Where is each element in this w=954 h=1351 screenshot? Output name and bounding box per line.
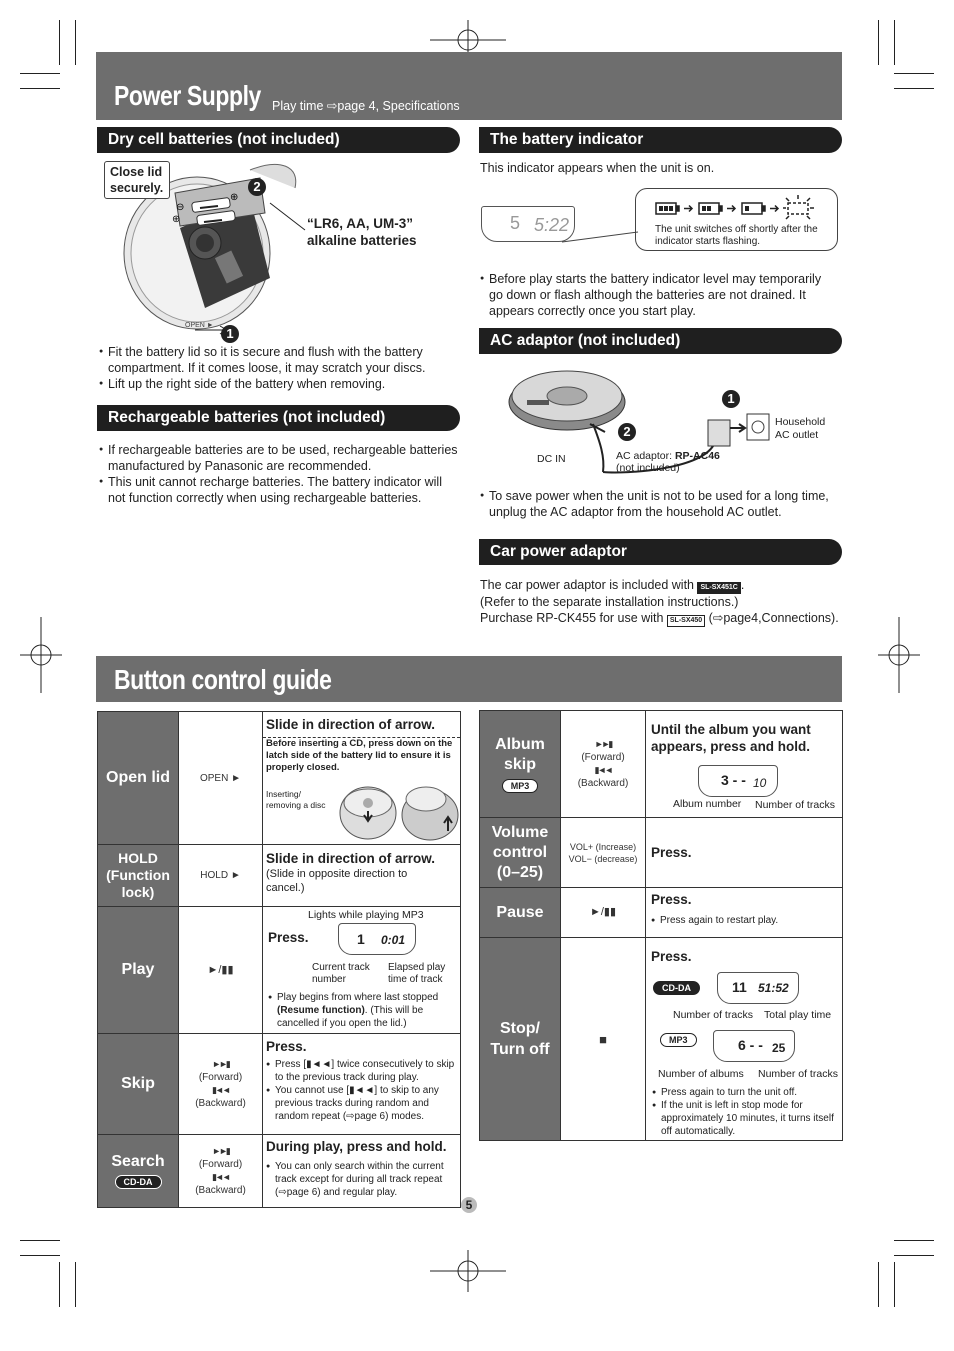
registration-mark-right	[878, 617, 920, 693]
pause-heading: Press.	[651, 892, 692, 907]
registration-mark-left	[20, 617, 62, 693]
skip-description	[266, 1038, 458, 1123]
stop-mp3-badge: MP3	[660, 1033, 697, 1047]
household-line-2: AC outlet	[775, 429, 819, 441]
car-line1-prefix: The car power adaptor is included with	[480, 578, 698, 592]
play-lights-note: Lights while playing MP3	[308, 909, 424, 921]
ac-adaptor-notes	[480, 488, 835, 520]
adaptor-not-included: (not included)	[616, 462, 680, 474]
play-note	[268, 991, 463, 1030]
search-backward-label: (Backward)	[195, 1185, 246, 1196]
row-label-stop	[480, 938, 560, 1140]
car-line3-prefix: Purchase RP-CK455 for use with	[480, 611, 667, 625]
dry-cell-header: Dry cell batteries (not included)	[97, 127, 460, 153]
stop-cdda-lcd-display	[717, 972, 799, 1004]
open-label: OPEN ►	[185, 322, 214, 329]
play-description	[266, 907, 458, 1029]
callout-line-1: Close lid	[110, 165, 163, 179]
play-time-reference	[272, 98, 460, 113]
power-supply-banner	[96, 52, 842, 120]
search-backward-button[interactable]: ▮◄◄	[212, 1172, 229, 1182]
volume-up-button[interactable]: VOL+ (Increase)	[569, 841, 637, 852]
step-2-number: 2	[253, 179, 261, 194]
stop-note-2: ● If the unit is left in stop mode for approximately 10 minutes, it turns itself off automatically.	[652, 1099, 838, 1138]
hold-heading: Slide in direction of arrow.	[266, 851, 436, 866]
album-description	[651, 721, 841, 811]
elapsed-time-caption	[388, 962, 445, 986]
open-description	[266, 716, 458, 811]
album-heading: Until the album you want appears, press and hold.	[651, 722, 811, 754]
ac-adaptor-header: AC adaptor (not included)	[479, 328, 842, 354]
battery-indicator-callout	[635, 188, 838, 251]
play-label: Play	[121, 961, 155, 978]
skip-forward-label: (Forward)	[198, 1072, 243, 1083]
close-lid-callout	[104, 161, 170, 199]
lcd-time: 5:22	[534, 215, 570, 235]
pause-button-cell	[561, 888, 645, 937]
play-pause-button[interactable]: ►/▮▮	[207, 963, 234, 976]
rechargeable-note-1: ● If rechargeable batteries are to be used, rechargeable batteries manufactured by Panasonic are recommended.	[99, 442, 459, 474]
ac-adaptor-model-label	[616, 450, 720, 474]
battery-type-label	[307, 215, 417, 249]
stop-button[interactable]: ■	[599, 1031, 607, 1047]
mp3-badge: MP3	[502, 779, 539, 793]
skip-note-1: ● Press [▮◄◄] twice consecutively to skip to the previous track during play.	[266, 1058, 458, 1084]
play-heading: Press.	[268, 930, 309, 945]
page-arrow-icon: ⇨	[712, 611, 724, 625]
car-adaptor-line-2: (Refer to the separate installation instructions.)	[480, 595, 739, 609]
search-heading: During play, press and hold.	[266, 1139, 447, 1154]
open-heading: Slide in direction of arrow.	[266, 717, 436, 732]
album-label-2: skip	[503, 756, 536, 773]
pause-description	[651, 891, 841, 927]
ac-step-2-marker	[618, 423, 636, 441]
skip-heading: Press.	[266, 1039, 307, 1054]
volume-label-3: (0–25)	[496, 863, 544, 881]
hold-sub: (Slide in opposite direction to cancel.)	[266, 868, 408, 894]
row-label-volume	[480, 818, 560, 887]
button-guide-title: Button control guide	[114, 664, 332, 695]
current-track-caption-2: number	[312, 974, 346, 985]
stop-mp3-caption-tracks: Number of tracks	[758, 1068, 838, 1080]
play-button-cell	[179, 907, 262, 1033]
ac-step-2-number: 2	[623, 424, 631, 439]
car-adaptor-line-3	[480, 610, 852, 627]
battery-indicator-header: The battery indicator	[479, 127, 842, 153]
album-button-cell	[561, 711, 645, 817]
step-1-number: 1	[226, 326, 234, 341]
stop-mp3-lcd-display	[713, 1030, 795, 1062]
stop-mp3-lcd-tracks: 25	[772, 1041, 786, 1055]
car-line1-suffix: .	[740, 578, 745, 592]
ref-suffix: page 4, Specifications	[337, 99, 460, 113]
skip-note-2: ● You cannot use [▮◄◄] to skip to any previous tracks during random and random repeat (⇨page 6) modes.	[266, 1084, 458, 1123]
search-button-cell	[179, 1135, 262, 1207]
row-label-skip	[98, 1034, 178, 1134]
resume-function-label: (Resume function)	[277, 1005, 365, 1016]
play-note-2: . (This will be cancelled if you open the lid.)	[277, 1005, 424, 1029]
inserting-caption-2: removing a disc	[266, 800, 326, 810]
svg-text:⊕: ⊕	[230, 192, 239, 203]
registration-mark-bottom	[430, 1250, 506, 1292]
dry-cell-notes	[99, 344, 449, 392]
album-forward-label: (Forward)	[581, 752, 625, 763]
battery-level-icons	[652, 195, 832, 223]
svg-text:⊕: ⊕	[172, 214, 181, 225]
cd-da-badge: CD-DA	[115, 1175, 162, 1189]
search-forward-label: (Forward)	[198, 1159, 243, 1170]
search-note: ● You can only search within the current track except for during all track repeat (⇨page 6) and regular play.	[266, 1160, 458, 1199]
search-label: Search	[111, 1153, 165, 1170]
car-line3-suffix: page4,Connections).	[723, 611, 839, 625]
row-label-open-lid	[98, 712, 178, 844]
open-note: Before inserting a CD, press down on the latch side of the battery lid to ensure it is properly closed.	[266, 738, 453, 773]
household-line-1: Household	[775, 416, 826, 428]
row-label-hold	[98, 845, 178, 906]
volume-description	[651, 844, 841, 861]
album-backward-label: (Backward)	[577, 778, 629, 789]
album-lcd-number: 3 - -	[721, 772, 746, 788]
search-forward-button[interactable]: ►►▮	[212, 1146, 229, 1156]
dry-cell-note-2: ● Lift up the right side of the battery when removing.	[99, 376, 449, 392]
rechargeable-header: Rechargeable batteries (not included)	[97, 405, 460, 431]
disc-insert-illustration	[338, 781, 460, 843]
stop-description	[651, 948, 841, 1138]
ref-prefix: Play time	[272, 99, 327, 113]
lcd-track-number: 5	[510, 213, 521, 233]
skip-forward-button[interactable]: ►►▮	[212, 1059, 229, 1069]
pause-button[interactable]: ►/▮▮	[589, 906, 617, 918]
current-track-caption-1: Current track	[312, 962, 370, 973]
stop-mp3-lcd-albums: 6 - -	[738, 1037, 763, 1053]
model-badge-sx451c: SL-SX451C	[697, 582, 740, 594]
volume-label-1: Volume	[491, 823, 549, 841]
button-guide-banner	[96, 656, 842, 702]
stop-notes	[652, 1086, 838, 1138]
car-line3-mid: (	[705, 611, 713, 625]
row-label-album-skip	[480, 711, 560, 817]
hold-label-2: (Function	[106, 867, 170, 883]
page-title: Power Supply	[114, 80, 261, 111]
adaptor-model: RP-AC46	[674, 450, 720, 462]
button-table-right	[479, 710, 843, 1141]
dry-cell-note-1: ● Fit the battery lid so it is secure and flush with the battery compartment. If it comes loose, it may scratch your discs.	[99, 344, 449, 376]
car-adaptor-header: Car power adaptor	[479, 539, 842, 565]
pause-label: Pause	[496, 903, 544, 921]
battery-type-line-1: “LR6, AA, UM-3”	[307, 216, 414, 231]
stop-cdda-caption-time: Total play time	[764, 1009, 832, 1021]
adaptor-prefix: AC adaptor:	[616, 450, 675, 462]
current-track-caption	[312, 962, 370, 986]
ac-step-1-number: 1	[727, 391, 735, 406]
car-adaptor-line-1	[480, 577, 852, 594]
hold-label-1: HOLD	[118, 850, 158, 866]
stop-cdda-lcd-tracks: 11	[732, 979, 747, 995]
page-arrow-icon: ⇨	[326, 99, 338, 113]
album-lcd-tracks: 10	[753, 776, 767, 790]
album-backward-button[interactable]: ▮◄◄	[594, 765, 612, 775]
skip-backward-button[interactable]: ▮◄◄	[212, 1085, 229, 1095]
elapsed-caption-1: Elapsed play	[388, 962, 446, 973]
open-slider[interactable]: OPEN ►	[199, 772, 241, 784]
album-label-1: Album	[495, 736, 545, 753]
album-tracks-caption: Number of tracks	[755, 799, 835, 811]
step-1-marker	[221, 325, 239, 343]
volume-heading: Press.	[651, 845, 692, 860]
row-label-pause	[480, 888, 560, 937]
stop-label-2: Turn off	[490, 1041, 550, 1058]
hold-slider[interactable]: HOLD ►	[200, 870, 241, 881]
skip-backward-label: (Backward)	[195, 1098, 246, 1109]
hold-description	[266, 850, 458, 895]
stop-label-1: Stop/	[500, 1020, 540, 1037]
page-number	[461, 1197, 477, 1213]
callout-pointer	[560, 230, 640, 244]
skip-label: Skip	[121, 1075, 155, 1092]
stop-button-cell	[561, 938, 645, 1140]
stop-mp3-caption-albums: Number of albums	[658, 1068, 744, 1080]
battery-indicator-notes	[480, 271, 835, 319]
battery-indicator-note: The unit switches off shortly after the indicator starts flashing.	[655, 224, 818, 247]
volume-button-cell	[561, 818, 645, 887]
hold-button-cell	[179, 845, 262, 906]
stop-note-1: ● Press again to turn the unit off.	[652, 1086, 838, 1099]
model-badge-sx450: SL-SX450	[667, 615, 705, 627]
battery-indicator-intro: This indicator appears when the unit is on.	[480, 161, 715, 175]
stop-cdda-caption-tracks: Number of tracks	[673, 1009, 753, 1021]
volume-down-button[interactable]: VOL− (decrease)	[568, 853, 638, 864]
dc-in-label: DC IN	[537, 453, 566, 465]
ac-step-1-marker	[722, 390, 740, 408]
rechargeable-notes	[99, 442, 459, 506]
car-adaptor-text	[480, 577, 852, 627]
play-lcd-track: 1	[357, 931, 365, 947]
inserting-caption-1: Inserting/	[266, 789, 301, 799]
step-2-marker	[248, 178, 266, 196]
elapsed-caption-2: time of track	[388, 974, 443, 985]
stop-heading: Press.	[651, 949, 692, 964]
play-note-1: Play begins from where last stopped	[277, 992, 439, 1003]
battery-type-line-2: alkaline batteries	[307, 233, 417, 248]
household-outlet-label	[775, 416, 825, 442]
album-lcd-display	[698, 765, 778, 797]
page-number-text: 5	[465, 1198, 473, 1212]
stop-cdda-lcd-time: 51:52	[758, 981, 789, 995]
callout-line-2: securely.	[110, 181, 164, 195]
skip-button-cell	[179, 1034, 262, 1134]
row-label-search	[98, 1135, 178, 1207]
pause-note: ● Press again to restart play.	[651, 914, 841, 927]
open-lid-label: Open lid	[106, 769, 170, 786]
volume-label-2: control	[492, 843, 548, 861]
rechargeable-note-2: ● This unit cannot recharge batteries. The battery indicator will not function correctly when using rechargeable batteries.	[99, 474, 459, 506]
row-label-play	[98, 907, 178, 1033]
open-button-cell	[179, 712, 262, 844]
ac-adaptor-bullet: ● To save power when the unit is not to be used for a long time, unplug the AC adaptor from the household AC outlet.	[480, 488, 835, 520]
battery-indicator-bullet: ● Before play starts the battery indicator level may temporarily go down or flash although the batteries are not drained. It appears correctly once you start play.	[480, 271, 835, 319]
hold-label-3: lock)	[121, 884, 155, 900]
play-lcd-display	[338, 923, 416, 955]
search-description	[266, 1138, 458, 1199]
play-lcd-time: 0:01	[381, 933, 406, 947]
button-table-left	[97, 711, 461, 1208]
stop-cd-da-badge: CD-DA	[653, 981, 700, 995]
album-number-caption: Album number	[673, 798, 742, 810]
album-forward-button[interactable]: ►►▮	[594, 739, 612, 749]
svg-text:⊖: ⊖	[176, 202, 185, 213]
